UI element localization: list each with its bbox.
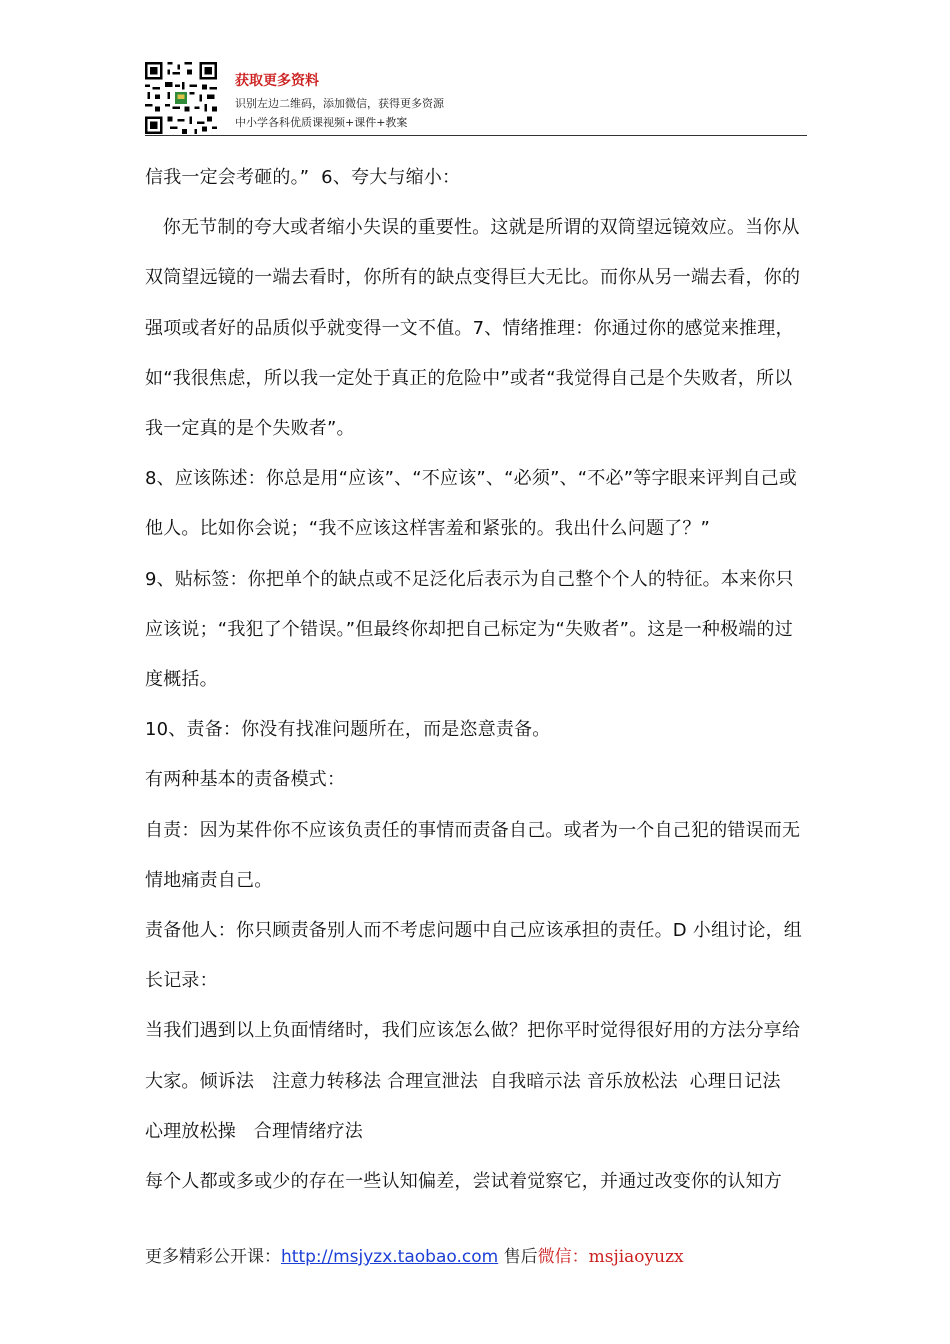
footer-wechat-label: 微信： bbox=[537, 1247, 589, 1267]
document-body bbox=[145, 153, 807, 1207]
footer-link[interactable]: http://msjyzx.taobao.com bbox=[281, 1247, 499, 1267]
paragraph: 每个人都或多或少的存在一些认知偏差，尝试着觉察它，并通过改变你的认知方 bbox=[145, 1171, 782, 1193]
paragraph: 8、应该陈述：你总是用“应该”、“不应该”、“必须”、“不必”等字眼来评判自己或他人。比如你会说；“我不应该这样害羞和紧张的。我出什么问题了？” bbox=[145, 468, 798, 540]
header-divider bbox=[145, 135, 807, 136]
paragraph: 10、责备：你没有找准问题所在，而是恣意责备。 bbox=[145, 719, 551, 741]
qr-code-icon[interactable] bbox=[145, 62, 217, 134]
page-footer bbox=[145, 1242, 684, 1267]
paragraph: 责备他人：你只顾责备别人而不考虑问题中自己应该承担的责任。D 小组讨论，组长记录： bbox=[145, 920, 802, 992]
footer-wechat-id: msjiaoyuzx bbox=[588, 1247, 684, 1267]
paragraph: 你无节制的夸大或者缩小失误的重要性。这就是所谓的双筒望远镜效应。当你从双筒望远镜的一端去看时，你所有的缺点变得巨大无比。而你从另一端去看，你的强项或者好的品质似乎就变得一文不值。7、情绪推理：你通过你的感觉来推理，如“我很焦虑，所以我一定处于真正的危险中”或者“我觉得自己是个失败者，所以我一定真的是个失败者”。 bbox=[145, 217, 801, 440]
paragraph: 信我一定会考砸的。” 6、夸大与缩小： bbox=[145, 167, 461, 188]
footer-label: 更多精彩公开课： bbox=[145, 1247, 281, 1267]
promo-header bbox=[145, 62, 807, 136]
footer-after-sale: 售后 bbox=[503, 1247, 538, 1267]
paragraph: 当我们遇到以上负面情绪时，我们应该怎么做？把你平时觉得很好用的方法分享给大家。倾诉法 注意力转移法 合理宣泄法 自我暗示法 音乐放松法 心理日记法 心理放松操 合理情绪疗法 bbox=[145, 1020, 801, 1142]
paragraph: 9、贴标签：你把单个的缺点或不足泛化后表示为自己整个个人的特征。本来你只应该说；“我犯了个错误。”但最终你却把自己标定为“失败者”。这是一种极端的过度概括。 bbox=[145, 568, 794, 691]
paragraph: 有两种基本的责备模式： bbox=[145, 769, 346, 791]
paragraph: 自责：因为某件你不应该负责任的事情而责备自己。或者为一个自己犯的错误而无情地痛责自己。 bbox=[145, 819, 801, 891]
promo-title: 获取更多资料 bbox=[235, 73, 319, 89]
promo-line-1: 识别左边二维码，添加微信，获得更多资源 bbox=[235, 97, 444, 110]
promo-line-2: 中小学各科优质课视频+课件+教案 bbox=[235, 116, 408, 129]
